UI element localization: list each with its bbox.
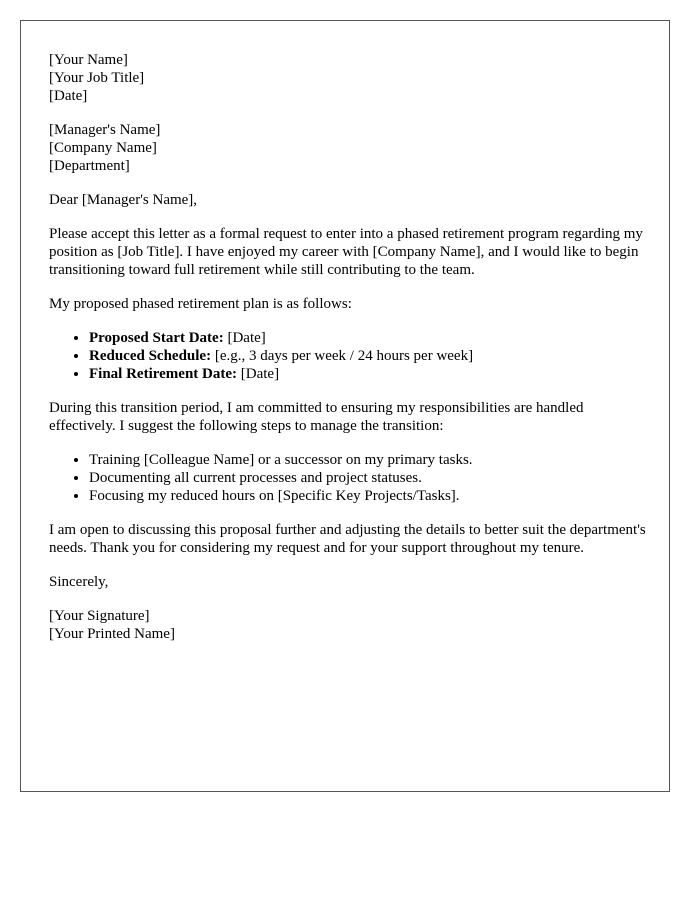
recipient-name: [Manager's Name] (49, 122, 161, 138)
sender-name: [Your Name] (49, 52, 128, 68)
plan-item-label: Proposed Start Date: (89, 330, 224, 346)
list-item (89, 365, 649, 383)
recipient-company: [Company Name] (49, 140, 157, 156)
plan-item-value: [e.g., 3 days per week / 24 hours per week] (211, 348, 474, 364)
signature-line: [Your Signature] (49, 608, 150, 624)
recipient-department: [Department] (49, 158, 130, 174)
recipient-block (49, 121, 649, 175)
transition-steps-list (49, 451, 649, 505)
letter-date: [Date] (49, 88, 88, 104)
plan-list (49, 329, 649, 383)
plan-intro: My proposed phased retirement plan is as follows: (49, 296, 352, 312)
sender-job-title: [Your Job Title] (49, 70, 145, 86)
sender-block (49, 51, 649, 105)
list-item: • Focusing my reduced hours on [Specific Key Projects/Tasks]. (89, 487, 649, 505)
printed-name: [Your Printed Name] (49, 626, 175, 642)
intro-paragraph: Please accept this letter as a formal request to enter into a phased retirement program regarding my position as [Job Title]. I have enjoyed my career with [Company Name], and I would like to begin transitioning toward full retirement while still contributing to the team. (49, 226, 643, 278)
plan-item-value: [Date] (237, 366, 280, 382)
salutation: Dear [Manager's Name], (49, 192, 198, 208)
signature-block (49, 607, 649, 643)
transition-paragraph: During this transition period, I am committed to ensuring my responsibilities are handled effectively. I suggest the following steps to manage the transition: (49, 400, 584, 434)
valediction: Sincerely, (49, 574, 109, 590)
list-item: • Documenting all current processes and project statuses. (89, 469, 649, 487)
closing-paragraph: I am open to discussing this proposal further and adjusting the details to better suit the department's needs. Thank you for considering my request and for your support throughout my tenure. (49, 522, 646, 556)
letter-page (20, 20, 670, 792)
list-item (89, 347, 649, 365)
plan-item-label: Reduced Schedule: (89, 348, 212, 364)
plan-item-value: [Date] (223, 330, 266, 346)
list-item: • Training [Colleague Name] or a successor on my primary tasks. (89, 451, 649, 469)
plan-item-label: Final Retirement Date: (89, 366, 238, 382)
list-item (89, 329, 649, 347)
